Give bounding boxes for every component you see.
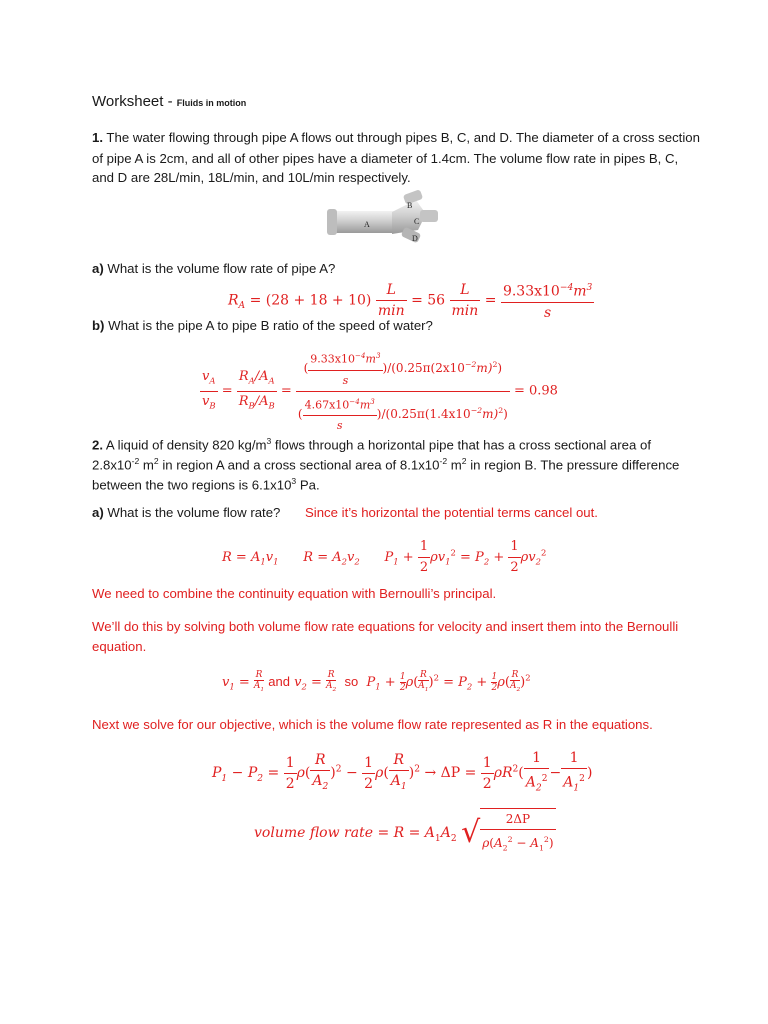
- note-combine: We need to combine the continuity equation with Bernoulli’s principal.: [92, 586, 497, 601]
- q1-line3: and D are 28L/min, 18L/min, and 10L/min respectively.: [92, 170, 411, 185]
- figure-label-b: B: [407, 201, 413, 210]
- q2-line2: $2.8x10^{-2}$ $m^2$ in region A and a cross sectional area of $8.1x10^{-2}$ $m^2$ in region B. The pressure difference: [92, 456, 680, 473]
- q2-line3: between the two regions is $6.1x10^3$ Pa.: [92, 476, 320, 493]
- q2-equation-2: $v_1$ = $\frac{R}{A_1}$ and $v_2$ = $\frac{R}{A_2}$ so $P_1$ + $\frac{1}{2}$ ρ( $\frac{R}{A_1}$ )$^2 = P_2$ + $\frac{1}{2}$ ρ( $\frac{R}{A_2}$ )$^2$: [222, 670, 531, 693]
- q1-line2: of pipe A is 2cm, and all of other pipes have a diameter of 1.4cm. The volume flow rate in pipes B, C,: [92, 151, 679, 166]
- q1-line1: 1. The water flowing through pipe A flows out through pipes B, C, and D. The diameter of a cross section: [92, 130, 700, 145]
- q1-part-a-equation: $R_A = (28 + 18 + 10)$ $\frac{L}{\min}$ = 56 $\frac{L}{\min}$ = $\frac{9.33x10^{-4}m^3}{s}$: [228, 278, 594, 323]
- q2-final-equation: volume flow rate = $R = A_1A_2$ √ $\frac{2\Delta P}{\rho(A_2^2 - A_1^2)}$: [254, 808, 556, 858]
- q1-part-a: a) What is the volume flow rate of pipe A?: [92, 261, 336, 276]
- q2-equation-1: $R = A_1v_1$ $R = A_2v_2$ $P_1$ + $\frac{1}{2}$ $\rho v_1^2 = P_2$ + $\frac{1}{2}$ $\rho v_2^2$: [222, 539, 547, 575]
- note-next: Next we solve for our objective, which is the volume flow rate represented as R in the equations.: [92, 717, 653, 732]
- pipe-diagram: [322, 190, 446, 248]
- note-solve-line2: equation.: [92, 639, 147, 654]
- figure-label-d: D: [412, 234, 418, 243]
- note-horizontal: Since it’s horizontal the potential terms cancel out.: [305, 505, 598, 520]
- figure-label-a: A: [364, 220, 370, 229]
- q2-equation-3: $P_1 - P_2$ = $\frac{1}{2}$ ρ( $\frac{R}{A_2}$ )$^2$ − $\frac{1}{2}$ ρ( $\frac{R}{A_1}$ )$^2$ → ΔP = $\frac{1}{2}$ $\rho R^2$( $\frac{1}{A_2^2}$ − $\frac{1}{A_1^2}$ ): [212, 750, 593, 794]
- worksheet-title: Worksheet - Fluids in motion: [92, 93, 247, 110]
- figure-label-c: C: [414, 217, 420, 226]
- note-solve-line1: We’ll do this by solving both volume flow rate equations for velocity and insert them into the Bernoulli: [92, 619, 679, 634]
- q1-part-b-equation: $\frac{v_A}{v_B}$ = $\frac{R_A/A_A}{R_B/A_B}$ = ( $\frac{9.33x10^{-4}m^3}{s}$ )$/(0.25\pi(2x10^{-2}m)^2)$ ( $\frac{4.67x10^{-4}m^3}{s}$ )$/(0.25\pi(1.4x10^{-2}m)^2)$ = 0.98: [200, 346, 558, 436]
- q2-line1: 2. A liquid of density 820 $kg/m^3$ flows through a horizontal pipe that has a cross sectional area of: [92, 436, 651, 453]
- q2-part-a: a) What is the volume flow rate?: [92, 505, 281, 520]
- q1-part-b: b) What is the pipe A to pipe B ratio of the speed of water?: [92, 318, 433, 333]
